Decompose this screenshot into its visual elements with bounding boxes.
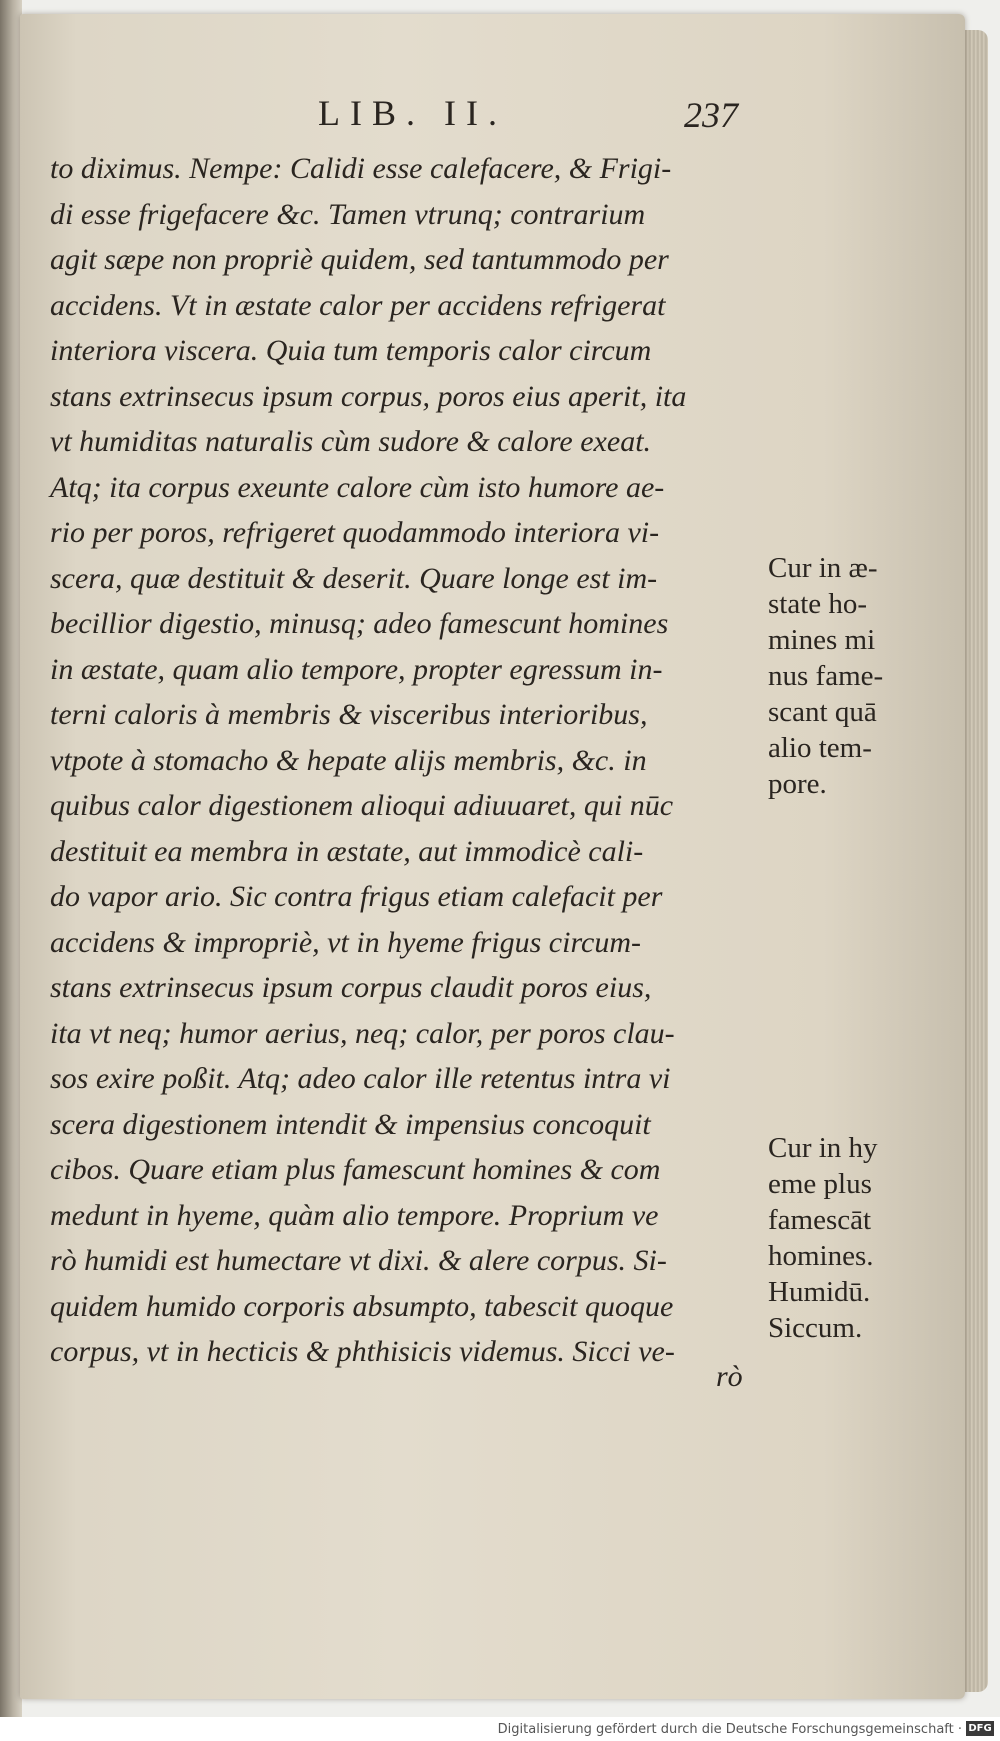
catchword: rò [716, 1360, 743, 1393]
text-line: scera digestionem intendit & impensius concoquit [50, 1107, 651, 1141]
text-line: rio per poros, refrigeret quodammodo interiora vi- [50, 516, 660, 549]
text-line: scera, quæ destituit & deserit. Quare longe est im- [50, 561, 658, 595]
text-line: Atq; ita corpus exeunte calore cùm isto humore ae- [50, 470, 665, 504]
margin-note-line: homines. [768, 1240, 874, 1272]
text-line: agit sæpe non propriè quidem, sed tantummodo per [50, 243, 669, 276]
margin-note-line: scant quā [768, 696, 877, 728]
text-line: vt humiditas naturalis cùm sudore & calore exeat. [50, 425, 652, 458]
text-line: becillior digestio, minusq; adeo famescunt homines [50, 607, 669, 640]
text-line: vtpote à stomacho & hepate alijs membris, &c. in [50, 743, 647, 777]
body-text [50, 146, 758, 1375]
margin-note-line: nus fame- [768, 660, 884, 692]
text-line: accidens. Vt in æstate calor per accidens refrigerat [50, 288, 666, 322]
text-line: accidens & impropriè, vt in hyeme frigus circum- [50, 925, 641, 959]
margin-note-summer-hunger [768, 550, 883, 802]
text-line: in æstate, quam alio tempore, propter egressum in- [50, 652, 663, 686]
running-head: LIB. II. [318, 93, 507, 133]
margin-note-line: famescāt [768, 1204, 872, 1236]
text-line: interiora viscera. Quia tum temporis calor circum [50, 334, 652, 367]
text-line: terni caloris à membris & visceribus interioribus, [50, 698, 648, 731]
margin-note-line: Cur in hy [768, 1132, 878, 1164]
text-line: corpus, vt in hecticis & phthisicis videmus. Sicci ve- [50, 1335, 675, 1368]
margin-note-line: mines mi [768, 624, 876, 656]
margin-note-line: eme plus [768, 1168, 872, 1200]
margin-note-line: Siccum. [768, 1312, 863, 1344]
margin-note-line: pore. [768, 768, 827, 800]
text-line: destituit ea membra in æstate, aut immodicè cali- [50, 834, 644, 868]
text-line: sos exire poßit. Atq; adeo calor ille retentus intra vi [50, 1062, 671, 1095]
text-line: do vapor ario. Sic contra frigus etiam calefacit per [50, 880, 663, 913]
margin-note-line: state ho- [768, 588, 868, 620]
text-line: quidem humido corporis absumpto, tabescit quoque [50, 1289, 674, 1323]
text-line: stans extrinsecus ipsum corpus claudit poros eius, [50, 971, 652, 1004]
margin-note-line: Humidū. [768, 1276, 871, 1308]
text-line: di esse frigefacere &c. Tamen vtrunq; contrarium [50, 197, 646, 231]
text-line: rò humidi est humectare vt dixi. & alere corpus. Si- [50, 1244, 667, 1277]
text-line: medunt in hyeme, quàm alio tempore. Proprium ve [50, 1198, 659, 1232]
text-line: ita vt neq; humor aerius, neq; calor, per poros clau- [50, 1016, 675, 1050]
text-line: quibus calor digestionem alioqui adiuuaret, qui nūc [50, 789, 674, 822]
margin-note-winter-hunger [768, 1130, 878, 1346]
book-gutter [0, 0, 22, 1741]
text-line: stans extrinsecus ipsum corpus, poros eius aperit, ita [50, 379, 687, 413]
margin-note-line: alio tem- [768, 732, 872, 764]
margin-note-line: Cur in æ- [768, 552, 878, 584]
dfg-logo: DFG [966, 1721, 994, 1736]
page-number: 237 [684, 95, 738, 135]
text-line: cibos. Quare etiam plus famescunt homines & com [50, 1153, 661, 1186]
funding-credit: Digitalisierung gefördert durch die Deutsche Forschungsgemeinschaft · [497, 1722, 962, 1737]
text-line: to diximus. Nempe: Calidi esse calefacere, & Frigi- [50, 152, 672, 185]
